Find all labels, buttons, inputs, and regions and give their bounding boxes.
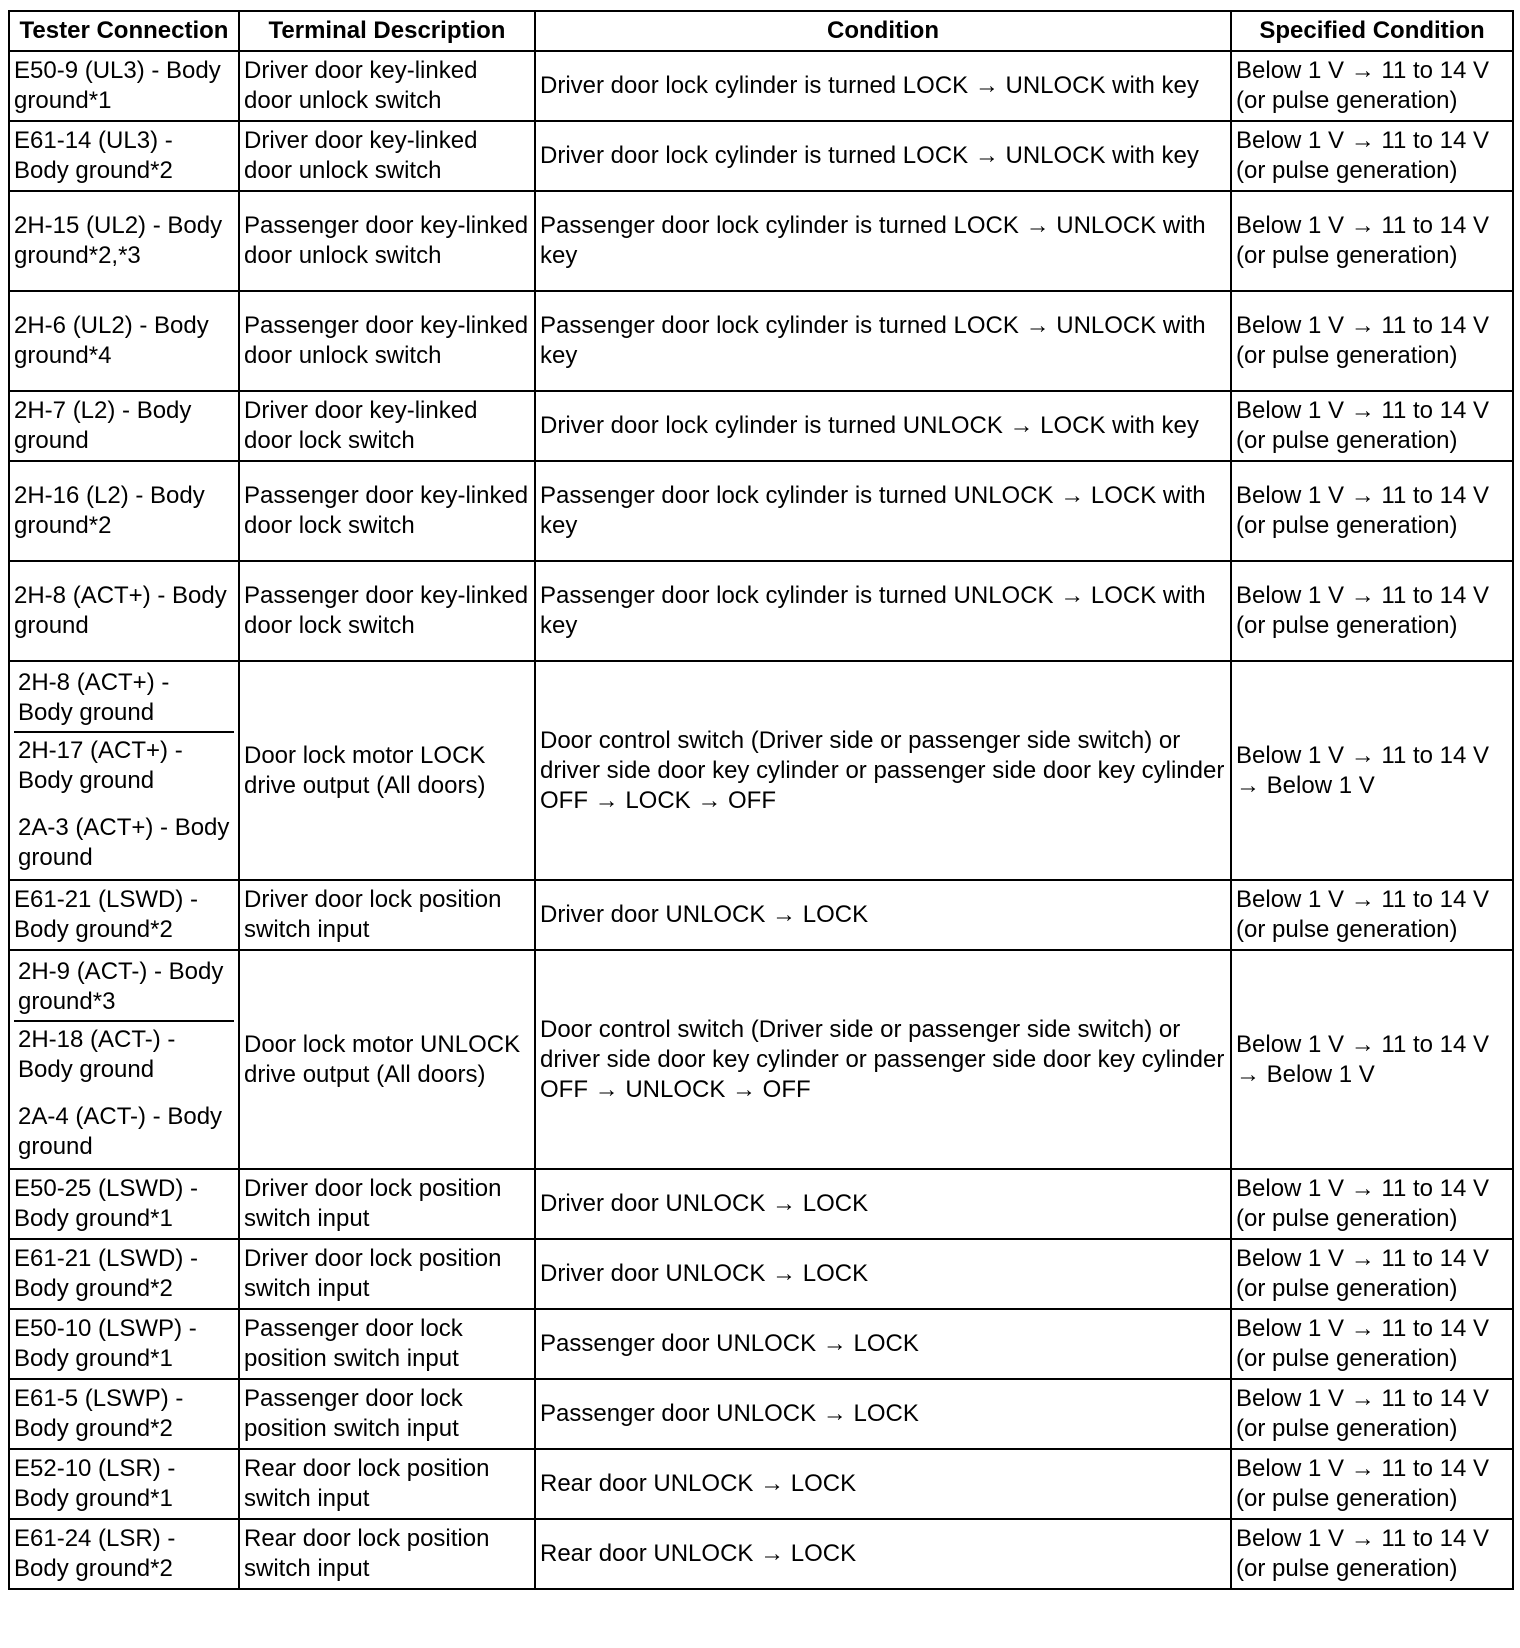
condition-cell: Door control switch (Driver side or passenger side switch) or driver side door key cylinder or passenger side door key cylinder OFF → LOCK → OFF [535, 661, 1231, 880]
specified-condition-cell: Below 1 V → 11 to 14 V (or pulse generation) [1231, 391, 1513, 461]
tester-connection-entry: 2H-18 (ACT-) - Body ground [18, 1026, 176, 1083]
tester-connection-cell [9, 661, 239, 880]
specified-condition-cell: Below 1 V → 11 to 14 V (or pulse generation) [1231, 1309, 1513, 1379]
terminal-description-cell: Door lock motor LOCK drive output (All doors) [239, 661, 535, 880]
terminal-description-cell: Driver door lock position switch input [239, 1239, 535, 1309]
table-row [9, 880, 1513, 950]
condition-cell: Passenger door lock cylinder is turned LOCK → UNLOCK with key [535, 291, 1231, 391]
specified-condition-cell: Below 1 V → 11 to 14 V (or pulse generation) [1231, 1519, 1513, 1589]
tester-connection-cell: E61-24 (LSR) - Body ground*2 [9, 1519, 239, 1589]
tester-connection-cell: E61-14 (UL3) - Body ground*2 [9, 121, 239, 191]
terminal-description-cell: Rear door lock position switch input [239, 1519, 535, 1589]
tester-connection-cell: 2H-8 (ACT+) - Body ground [9, 561, 239, 661]
table-row [9, 1169, 1513, 1239]
tester-connection-cell: E61-5 (LSWP) - Body ground*2 [9, 1379, 239, 1449]
table-row [9, 1449, 1513, 1519]
tester-connection-cell [9, 950, 239, 1169]
specified-condition-cell: Below 1 V → 11 to 14 V (or pulse generation) [1231, 461, 1513, 561]
tester-connection-cell: 2H-6 (UL2) - Body ground*4 [9, 291, 239, 391]
condition-cell: Passenger door UNLOCK → LOCK [535, 1309, 1231, 1379]
condition-cell: Passenger door lock cylinder is turned LOCK → UNLOCK with key [535, 191, 1231, 291]
table-row [9, 1519, 1513, 1589]
table-row [9, 51, 1513, 121]
condition-cell: Door control switch (Driver side or passenger side switch) or driver side door key cylinder or passenger side door key cylinder OFF → UNLOCK → OFF [535, 950, 1231, 1169]
terminal-description-cell: Door lock motor UNLOCK drive output (All doors) [239, 950, 535, 1169]
condition-cell: Rear door UNLOCK → LOCK [535, 1449, 1231, 1519]
terminal-description-cell: Driver door lock position switch input [239, 1169, 535, 1239]
specified-condition-cell: Below 1 V → 11 to 14 V (or pulse generation) [1231, 291, 1513, 391]
condition-cell: Driver door lock cylinder is turned UNLOCK → LOCK with key [535, 391, 1231, 461]
specified-condition-cell: Below 1 V → 11 to 14 V (or pulse generation) [1231, 1379, 1513, 1449]
table-row [9, 661, 1513, 880]
tester-connection-entry: 2H-9 (ACT-) - Body ground*3 [14, 954, 234, 1022]
header-terminal-description: Terminal Description [239, 11, 535, 51]
tester-connection-cell: 2H-16 (L2) - Body ground*2 [9, 461, 239, 561]
specified-condition-cell: Below 1 V → 11 to 14 V (or pulse generation) [1231, 1239, 1513, 1309]
header-tester-connection: Tester Connection [9, 11, 239, 51]
tester-connection-cell: E61-21 (LSWD) - Body ground*2 [9, 880, 239, 950]
table-row [9, 291, 1513, 391]
specified-condition-cell: Below 1 V → 11 to 14 V (or pulse generation) [1231, 51, 1513, 121]
specified-condition-cell: Below 1 V → 11 to 14 V (or pulse generation) [1231, 1449, 1513, 1519]
tester-connection-cell: E50-25 (LSWD) - Body ground*1 [9, 1169, 239, 1239]
condition-cell: Driver door UNLOCK → LOCK [535, 1239, 1231, 1309]
terminal-description-cell: Passenger door lock position switch input [239, 1379, 535, 1449]
specified-condition-cell: Below 1 V → 11 to 14 V (or pulse generation) [1231, 561, 1513, 661]
specified-condition-cell: Below 1 V → 11 to 14 V → Below 1 V [1231, 950, 1513, 1169]
condition-cell: Passenger door UNLOCK → LOCK [535, 1379, 1231, 1449]
table-row [9, 121, 1513, 191]
tester-connection-cell: E52-10 (LSR) - Body ground*1 [9, 1449, 239, 1519]
condition-cell: Driver door lock cylinder is turned LOCK → UNLOCK with key [535, 51, 1231, 121]
table-row [9, 950, 1513, 1169]
table-row [9, 1379, 1513, 1449]
tester-connection-cell: 2H-7 (L2) - Body ground [9, 391, 239, 461]
tester-connection-cell: 2H-15 (UL2) - Body ground*2,*3 [9, 191, 239, 291]
terminal-description-cell: Driver door lock position switch input [239, 880, 535, 950]
condition-cell: Rear door UNLOCK → LOCK [535, 1519, 1231, 1589]
header-condition: Condition [535, 11, 1231, 51]
table-row [9, 1239, 1513, 1309]
condition-cell: Driver door lock cylinder is turned LOCK → UNLOCK with key [535, 121, 1231, 191]
specified-condition-cell: Below 1 V → 11 to 14 V (or pulse generation) [1231, 191, 1513, 291]
terminal-description-cell: Rear door lock position switch input [239, 1449, 535, 1519]
terminal-spec-table [8, 10, 1514, 1590]
table-row [9, 561, 1513, 661]
tester-connection-entry: 2H-17 (ACT+) - Body ground [18, 737, 183, 794]
terminal-description-cell: Driver door key-linked door lock switch [239, 391, 535, 461]
specified-condition-cell: Below 1 V → 11 to 14 V → Below 1 V [1231, 661, 1513, 880]
tester-connection-entry: 2A-3 (ACT+) - Body ground [18, 814, 230, 871]
terminal-description-cell: Driver door key-linked door unlock switch [239, 121, 535, 191]
terminal-description-cell: Passenger door key-linked door unlock switch [239, 191, 535, 291]
condition-cell: Passenger door lock cylinder is turned UNLOCK → LOCK with key [535, 561, 1231, 661]
tester-connection-cell: E50-10 (LSWP) - Body ground*1 [9, 1309, 239, 1379]
terminal-description-cell: Passenger door key-linked door lock switch [239, 461, 535, 561]
terminal-description-cell: Passenger door key-linked door lock switch [239, 561, 535, 661]
tester-connection-cell: E50-9 (UL3) - Body ground*1 [9, 51, 239, 121]
tester-connection-entry: 2H-8 (ACT+) - Body ground [14, 665, 234, 733]
table-row [9, 191, 1513, 291]
header-specified-condition: Specified Condition [1231, 11, 1513, 51]
table-row [9, 461, 1513, 561]
tester-connection-cell: E61-21 (LSWD) - Body ground*2 [9, 1239, 239, 1309]
specified-condition-cell: Below 1 V → 11 to 14 V (or pulse generation) [1231, 121, 1513, 191]
terminal-description-cell: Passenger door lock position switch input [239, 1309, 535, 1379]
terminal-description-cell: Driver door key-linked door unlock switch [239, 51, 535, 121]
table-row [9, 1309, 1513, 1379]
header-row [9, 11, 1513, 51]
specified-condition-cell: Below 1 V → 11 to 14 V (or pulse generation) [1231, 1169, 1513, 1239]
table-row [9, 391, 1513, 461]
tester-connection-entry: 2A-4 (ACT-) - Body ground [18, 1103, 223, 1160]
terminal-description-cell: Passenger door key-linked door unlock switch [239, 291, 535, 391]
condition-cell: Passenger door lock cylinder is turned UNLOCK → LOCK with key [535, 461, 1231, 561]
specified-condition-cell: Below 1 V → 11 to 14 V (or pulse generation) [1231, 880, 1513, 950]
condition-cell: Driver door UNLOCK → LOCK [535, 1169, 1231, 1239]
condition-cell: Driver door UNLOCK → LOCK [535, 880, 1231, 950]
